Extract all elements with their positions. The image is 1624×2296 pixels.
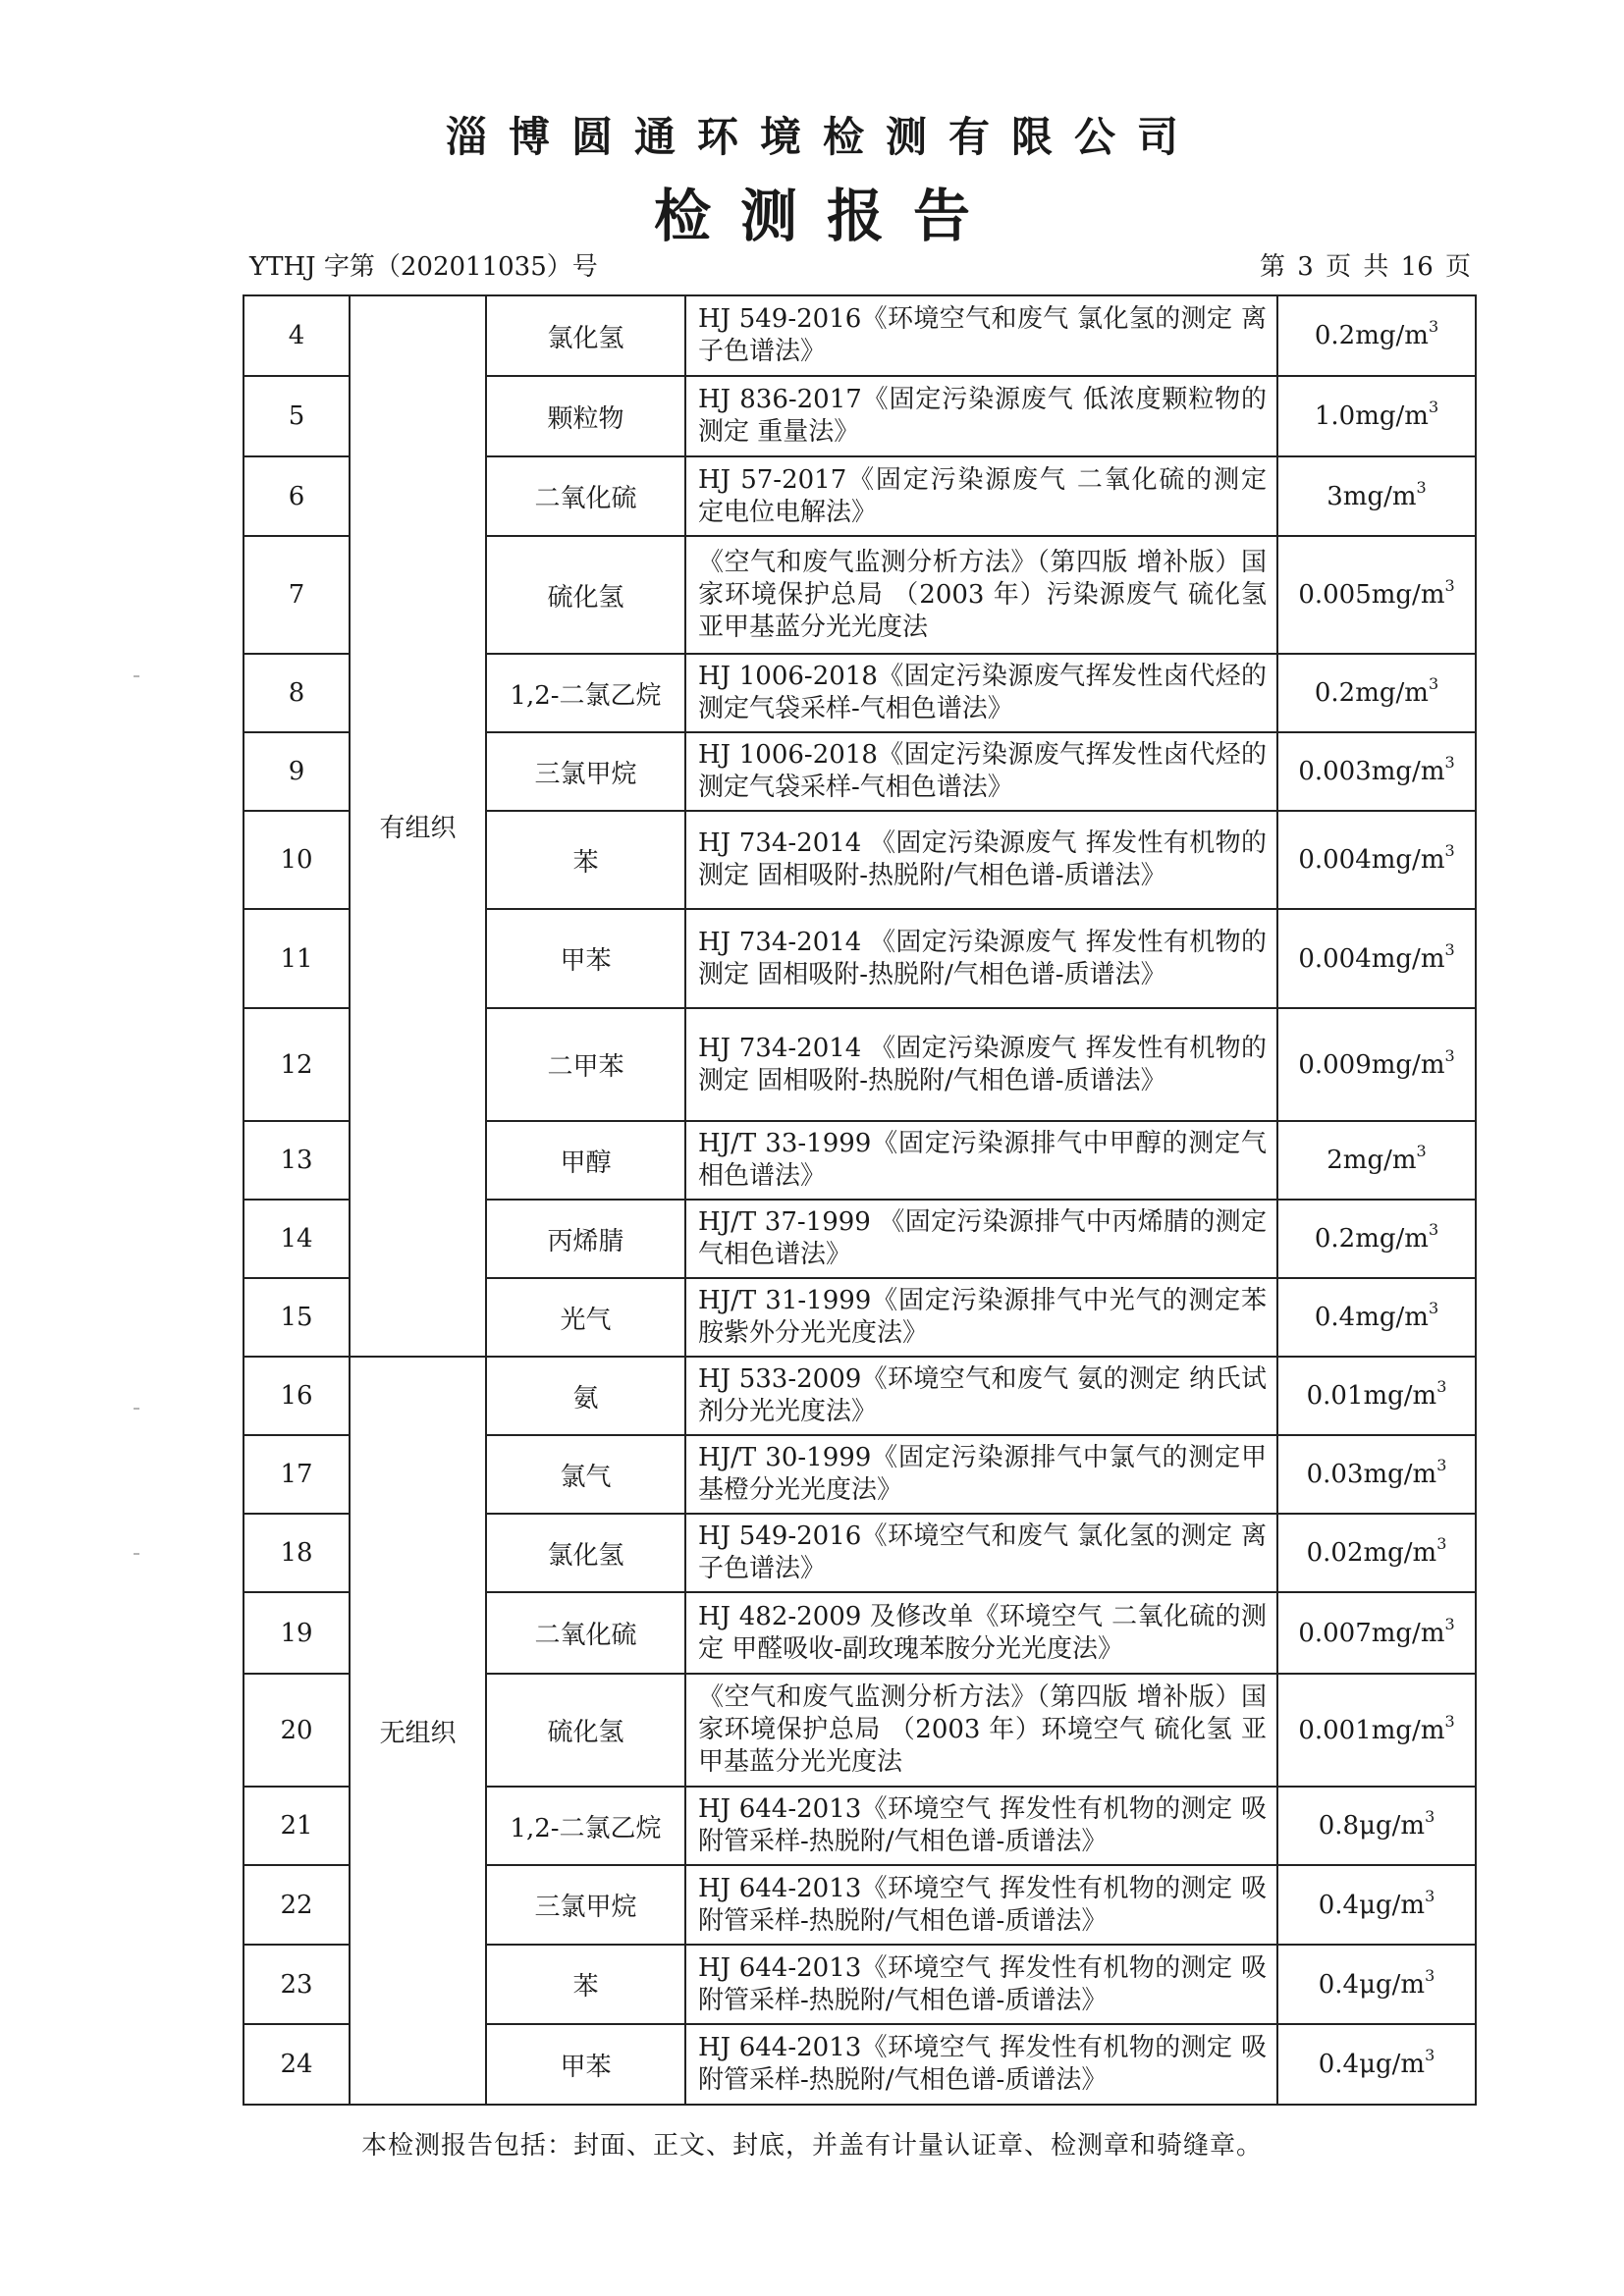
page-indicator: 第 3 页 共 16 页 (1260, 252, 1471, 282)
item-name: 1,2-二氯乙烷 (486, 654, 685, 732)
scan-speck (134, 1553, 139, 1555)
limit-exponent: 3 (1444, 841, 1455, 860)
limit-value: 0.003mg/m (1298, 757, 1445, 786)
limit-value: 0.4μg/m (1318, 2050, 1426, 2079)
row-number: 14 (244, 1200, 350, 1278)
item-name: 甲醇 (486, 1121, 685, 1200)
limit-value: 0.4μg/m (1318, 1969, 1426, 2000)
category-label: 无组织 (379, 1718, 457, 1748)
method-standard: HJ 644-2013《环境空气 挥发性有机物的测定 吸附管采样-热脱附/气相色谱-质谱法》 (685, 1945, 1277, 2024)
limit-value: 0.007mg/m (1298, 1618, 1445, 1648)
detection-limit (1277, 1200, 1476, 1278)
limit-value: 0.4mg/m (1314, 1303, 1429, 1332)
item-name: 丙烯腈 (486, 1200, 685, 1278)
detection-limit (1277, 1865, 1476, 1945)
detection-method-table (243, 294, 1477, 2106)
limit-value: 0.2mg/m (1314, 1224, 1429, 1254)
category-cell-organized (350, 295, 486, 1357)
item-name: 氯化氢 (486, 295, 685, 376)
limit-exponent: 3 (1444, 939, 1455, 959)
limit-exponent: 3 (1428, 1299, 1439, 1317)
limit-exponent: 3 (1444, 1045, 1455, 1065)
method-standard: HJ 482-2009 及修改单《环境空气 二氧化硫的测定 甲醛吸收-副玫瑰苯胺分光光度法》 (685, 1592, 1277, 1674)
row-number: 11 (244, 909, 350, 1008)
row-number: 17 (244, 1435, 350, 1514)
detection-limit (1277, 1592, 1476, 1674)
row-number: 23 (244, 1945, 350, 2024)
detection-limit (1277, 1278, 1476, 1357)
report-footer-note: 本检测报告包括：封面、正文、封底，并盖有计量认证章、检测章和骑缝章。 (360, 2131, 1263, 2161)
item-name: 苯 (486, 1945, 685, 2024)
item-name: 二氧化硫 (486, 456, 685, 536)
company-name: 淄博圆通环境检测有限公司 (445, 113, 1200, 161)
item-name: 氨 (486, 1357, 685, 1435)
item-name: 硫化氢 (486, 1674, 685, 1787)
limit-exponent: 3 (1444, 576, 1455, 595)
limit-exponent: 3 (1436, 1456, 1447, 1474)
limit-value: 0.004mg/m (1298, 845, 1445, 875)
row-number: 12 (244, 1008, 350, 1121)
limit-exponent: 3 (1444, 1614, 1455, 1633)
limit-exponent: 3 (1416, 477, 1427, 497)
limit-exponent: 3 (1425, 1886, 1435, 1905)
detection-limit (1277, 295, 1476, 376)
detection-limit (1277, 1357, 1476, 1435)
detection-limit (1277, 1514, 1476, 1592)
method-standard: HJ/T 33-1999《固定污染源排气中甲醇的测定气相色谱法》 (685, 1121, 1277, 1200)
limit-value: 0.02mg/m (1306, 1538, 1437, 1568)
item-name: 二甲苯 (486, 1008, 685, 1121)
detection-limit (1277, 909, 1476, 1008)
table-row (244, 1357, 1476, 1435)
row-number: 15 (244, 1278, 350, 1357)
method-standard: HJ 734-2014 《固定污染源废气 挥发性有机物的测定 固相吸附-热脱附/气相色谱-质谱法》 (685, 1008, 1277, 1121)
method-standard: HJ 549-2016《环境空气和废气 氯化氢的测定 离子色谱法》 (685, 1514, 1277, 1592)
limit-value: 0.8μg/m (1318, 1811, 1426, 1841)
scan-speck (134, 1408, 139, 1410)
row-number: 13 (244, 1121, 350, 1200)
item-name: 颗粒物 (486, 376, 685, 456)
report-title: 检测报告 (653, 183, 1000, 249)
detection-limit (1277, 2024, 1476, 2105)
method-standard: HJ/T 31-1999《固定污染源排气中光气的测定苯胺紫外分光光度法》 (685, 1278, 1277, 1357)
item-name: 甲苯 (486, 2024, 685, 2105)
limit-exponent: 3 (1428, 398, 1439, 416)
item-name: 甲苯 (486, 909, 685, 1008)
table-row (244, 295, 1476, 376)
limit-value: 1.0mg/m (1314, 401, 1429, 431)
method-standard: HJ 549-2016《环境空气和废气 氯化氢的测定 离子色谱法》 (685, 295, 1277, 376)
item-name: 苯 (486, 811, 685, 909)
item-name: 二氧化硫 (486, 1592, 685, 1674)
limit-exponent: 3 (1428, 317, 1439, 336)
limit-value: 0.005mg/m (1298, 580, 1445, 610)
row-number: 20 (244, 1674, 350, 1787)
limit-value: 0.2mg/m (1314, 321, 1429, 350)
row-number: 4 (244, 295, 350, 376)
detection-limit (1277, 456, 1476, 536)
limit-exponent: 3 (1444, 753, 1455, 772)
category-cell-fugitive (350, 1357, 486, 2105)
row-number: 9 (244, 732, 350, 811)
limit-value: 3mg/m (1326, 481, 1417, 511)
detection-limit (1277, 1121, 1476, 1200)
item-name: 氯化氢 (486, 1514, 685, 1592)
detection-limit (1277, 654, 1476, 732)
row-number: 24 (244, 2024, 350, 2105)
method-standard: 《空气和废气监测分析方法》（第四版 增补版）国家环境保护总局 （2003 年）污染源废气 硫化氢 亚甲基蓝分光光度法 (685, 536, 1277, 654)
item-name: 1,2-二氯乙烷 (486, 1787, 685, 1865)
limit-value: 0.2mg/m (1314, 678, 1429, 708)
limit-value: 0.01mg/m (1306, 1381, 1437, 1411)
category-label: 有组织 (379, 814, 457, 843)
item-name: 硫化氢 (486, 536, 685, 654)
limit-value: 0.001mg/m (1298, 1715, 1445, 1745)
row-number: 10 (244, 811, 350, 909)
method-standard: HJ 734-2014 《固定污染源废气 挥发性有机物的测定 固相吸附-热脱附/气相色谱-质谱法》 (685, 811, 1277, 909)
limit-value: 0.009mg/m (1298, 1049, 1445, 1080)
row-number: 21 (244, 1787, 350, 1865)
limit-exponent: 3 (1428, 674, 1439, 693)
method-standard: HJ 836-2017《固定污染源废气 低浓度颗粒物的测定 重量法》 (685, 376, 1277, 456)
limit-exponent: 3 (1436, 1377, 1447, 1396)
item-name: 光气 (486, 1278, 685, 1357)
method-standard: HJ 533-2009《环境空气和废气 氨的测定 纳氏试剂分光光度法》 (685, 1357, 1277, 1435)
limit-exponent: 3 (1436, 1534, 1447, 1553)
limit-value: 2mg/m (1326, 1146, 1417, 1175)
method-standard: HJ 1006-2018《固定污染源废气挥发性卤代烃的测定气袋采样-气相色谱法》 (685, 654, 1277, 732)
row-number: 18 (244, 1514, 350, 1592)
limit-exponent: 3 (1416, 1142, 1427, 1160)
limit-exponent: 3 (1425, 1965, 1435, 1985)
detection-limit (1277, 1435, 1476, 1514)
detection-limit (1277, 1787, 1476, 1865)
limit-value: 0.004mg/m (1298, 943, 1445, 974)
row-number: 19 (244, 1592, 350, 1674)
method-standard: HJ 644-2013《环境空气 挥发性有机物的测定 吸附管采样-热脱附/气相色谱-质谱法》 (685, 1787, 1277, 1865)
limit-exponent: 3 (1425, 2046, 1435, 2064)
item-name: 三氯甲烷 (486, 1865, 685, 1945)
detection-limit (1277, 536, 1476, 654)
row-number: 8 (244, 654, 350, 732)
limit-exponent: 3 (1428, 1220, 1439, 1239)
detection-limit (1277, 376, 1476, 456)
method-standard: HJ/T 37-1999 《固定污染源排气中丙烯腈的测定 气相色谱法》 (685, 1200, 1277, 1278)
method-standard: HJ 734-2014 《固定污染源废气 挥发性有机物的测定 固相吸附-热脱附/气相色谱-质谱法》 (685, 909, 1277, 1008)
detection-limit (1277, 1945, 1476, 2024)
item-name: 三氯甲烷 (486, 732, 685, 811)
row-number: 22 (244, 1865, 350, 1945)
limit-exponent: 3 (1425, 1807, 1435, 1826)
detection-limit (1277, 811, 1476, 909)
detection-limit (1277, 1008, 1476, 1121)
row-number: 6 (244, 456, 350, 536)
row-number: 16 (244, 1357, 350, 1435)
method-standard: HJ 1006-2018《固定污染源废气挥发性卤代烃的测定气袋采样-气相色谱法》 (685, 732, 1277, 811)
method-standard: HJ 644-2013《环境空气 挥发性有机物的测定 吸附管采样-热脱附/气相色谱-质谱法》 (685, 2024, 1277, 2105)
detection-limit (1277, 1674, 1476, 1787)
method-standard: HJ/T 30-1999《固定污染源排气中氯气的测定甲基橙分光光度法》 (685, 1435, 1277, 1514)
detection-limit (1277, 732, 1476, 811)
method-standard: 《空气和废气监测分析方法》（第四版 增补版）国家环境保护总局 （2003 年）环境空气 硫化氢 亚甲基蓝分光光度法 (685, 1674, 1277, 1787)
method-standard: HJ 644-2013《环境空气 挥发性有机物的测定 吸附管采样-热脱附/气相色谱-质谱法》 (685, 1865, 1277, 1945)
limit-value: 0.4μg/m (1318, 1890, 1426, 1920)
row-number: 7 (244, 536, 350, 654)
item-name: 氯气 (486, 1435, 685, 1514)
row-number: 5 (244, 376, 350, 456)
method-standard: HJ 57-2017《固定污染源废气 二氧化硫的测定 定电位电解法》 (685, 456, 1277, 536)
report-number: YTHJ 字第（202011035）号 (249, 252, 598, 282)
limit-exponent: 3 (1444, 1711, 1455, 1731)
scan-speck (134, 675, 139, 677)
limit-value: 0.03mg/m (1306, 1460, 1437, 1489)
